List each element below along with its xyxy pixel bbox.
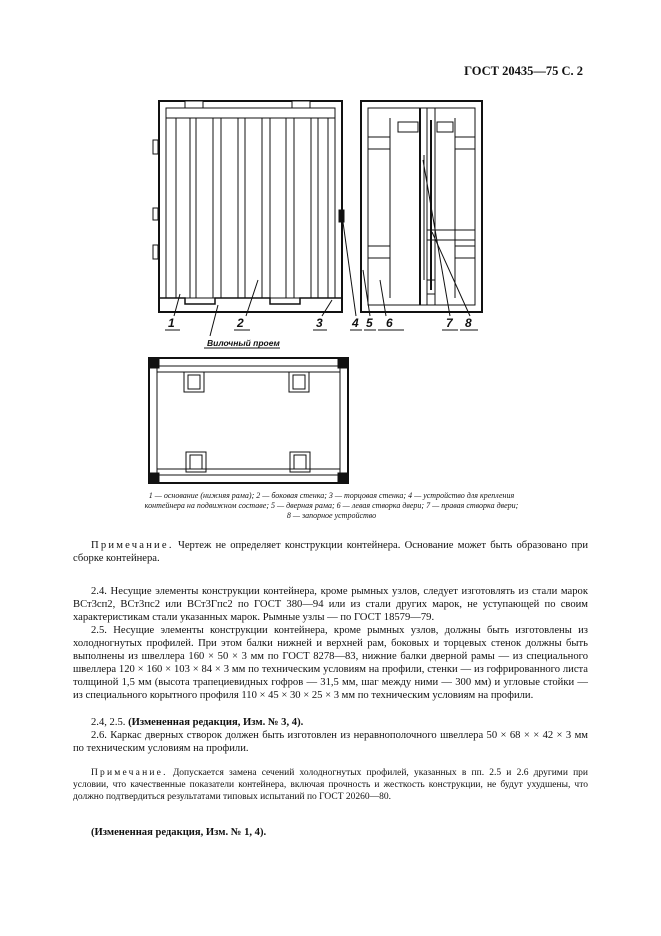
side-view-frame <box>159 101 342 312</box>
note-2 <box>73 767 588 803</box>
note-label: Примечание. <box>91 540 174 551</box>
callout-2: 2 <box>237 316 244 330</box>
paragraph-2-4-2-5-revision <box>73 716 588 729</box>
base-plan-frame <box>149 358 348 483</box>
paragraph-2-5: 2.5. Несущие элементы конструкции контейнера, кроме рымных узлов, должны быть изготовлены из холодногнутых профилей. При этом балки нижней и верхней рам, боковых и торцевых стенок должны быть выполнены из швеллера 160 × 50 × 3 мм по ГОСТ 8278—83, нижние балки дверной рамы — из специального швеллера 120 × 160 × 103 × 84 × 3 мм по техническим условиям на профили, стенки — из гофрированного листа толщиной 1,5 мм (высота трапециевидных гофров — 31,5 мм, шаг между ними — 300 мм) и угловые стойки — из специального корытного профиля 110 × 45 × 30 × 25 × 3 мм по техническим условиям на профили. <box>73 625 588 701</box>
corrugations <box>176 118 328 298</box>
note-1 <box>73 539 588 565</box>
paragraph-2-4: 2.4. Несущие элементы конструкции контейнера, кроме рымных узлов, следует изготовлять из стали марок ВСт3сп2, ВСт3пс2 или ВСт3Гпс2 по ГОСТ 380—94 или из стали других марок, не уступающей по своим характеристикам стали указанных марок. Рымные узлы — по ГОСТ 18579—79. <box>73 586 588 623</box>
fork-opening-label: Вилочный проем <box>207 338 280 348</box>
note-text: Чертеж не определяет конструкции контейнера. Основание может быть образовано при сборке контейнера. <box>73 540 588 564</box>
figure-legend <box>88 491 575 521</box>
final-revision-text: (Измененная редакция, Изм. № 1, 4). <box>91 827 267 838</box>
callout-6: 6 <box>386 316 393 330</box>
page-header: ГОСТ 20435—75 С. 2 <box>464 64 583 78</box>
callout-4: 4 <box>352 316 359 330</box>
final-revision <box>73 826 588 839</box>
legend-line: 1 — основание (нижняя рама); 2 — боковая стенка; 3 — торцовая стенка; 4 — устройство для крепления <box>148 491 515 500</box>
callout-5: 5 <box>366 316 373 330</box>
paragraph-2-6: 2.6. Каркас дверных створок должен быть изготовлен из неравнополочного швеллера 50 × 68 × × 42 × 3 мм по техническим условиям на профили. <box>73 730 588 754</box>
callout-7: 7 <box>446 316 453 330</box>
legend-line: контейнера на подвижном составе; 5 — дверная рама; 6 — левая створка двери; 7 — правая створка двери; <box>144 501 519 510</box>
callout-3: 3 <box>316 316 323 330</box>
door-view-frame <box>361 101 482 312</box>
legend-line: 8 — запорное устройство <box>286 511 377 520</box>
note-label: Примечание. <box>91 768 168 778</box>
note-text: Допускается замена сечений холодногнутых профилей, указанных в пп. 2.5 и 2.6 другими при условии, что качественные показатели контейнера, включая прочность и жесткость конструкции, не будут ухудшены, что должно подтвердиться результатами типовых испытаний по ГОСТ 20260—80. <box>73 768 588 802</box>
revision-note: (Измененная редакция, Изм. № 3, 4). <box>128 717 304 728</box>
callout-1: 1 <box>168 316 175 330</box>
callout-8: 8 <box>465 316 472 330</box>
revision-prefix: 2.4, 2.5. <box>91 717 126 728</box>
